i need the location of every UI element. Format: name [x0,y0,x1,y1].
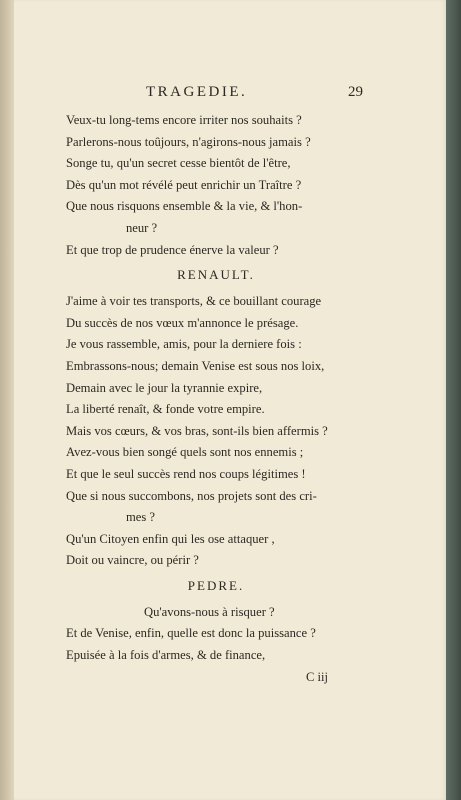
verse-line: Epuisée à la fois d'armes, & de finance, [66,648,266,663]
verse-line: Veux-tu long-tems encore irriter nos souhaits ? [66,113,302,127]
verse-line-half: Qu'avons-nous à risquer ? [144,604,275,619]
speaker-name: RENAULT. [177,267,255,283]
verse-line: Je vous rassemble, amis, pour la derniere fois : [66,337,302,352]
verse-line: Avez-vous bien songé quels sont nos ennemis ; [66,445,304,460]
verse-line: Que si nous succombons, nos projets sont des cri- [66,488,317,503]
speaker-name: PEDRE. [187,577,245,593]
verse-line: J'aime à voir tes transports, & ce bouillant courage [66,294,322,309]
verse-line: Parlerons-nous toûjours, n'agirons-nous jamais ? [66,134,311,149]
verse-line: Mais vos cœurs, & vos bras, sont-ils bien affermis ? [66,423,328,438]
verse-line-continuation: neur ? [126,220,158,235]
verse-block-3 [66,602,366,667]
verse-line-continuation: mes ? [126,510,156,525]
verse-line: Embrassons-nous; demain Venise est sous nos loix, [66,358,325,373]
verse-line: Que nous risquons ensemble & la vie, & l'hon- [66,199,303,214]
left-page-edge [0,0,14,800]
verse-line: Dès qu'un mot révélé peut enrichir un Traître ? [66,177,302,192]
verse-block-1 [66,110,366,261]
verse-line: Doit ou vaincre, ou périr ? [66,553,199,568]
verse-block-2 [66,291,366,572]
page-header [66,84,366,110]
verse-line: Qu'un Citoyen enfin qui les ose attaquer , [66,531,275,546]
verse-line: Songe tu, qu'un secret cesse bientôt de l'être, [66,156,291,171]
book-cover-edge [446,0,461,800]
page-text [66,84,366,688]
running-head: TRAGEDIE. [146,84,248,100]
verse-line: Et que le seul succès rend nos coups légitimes ! [66,466,306,481]
verse-line: Du succès de nos vœux m'annonce le présage. [66,315,299,330]
verse-line: Et que trop de prudence énerve la valeur ? [66,242,279,257]
verse-line: La liberté renaît, & fonde votre empire. [66,402,265,417]
verse-line: Demain avec le jour la tyrannie expire, [66,380,263,395]
verse-line: Et de Venise, enfin, quelle est donc la puissance ? [66,626,316,641]
signature-mark: C iij [306,669,329,684]
page-number: 29 [348,84,363,100]
